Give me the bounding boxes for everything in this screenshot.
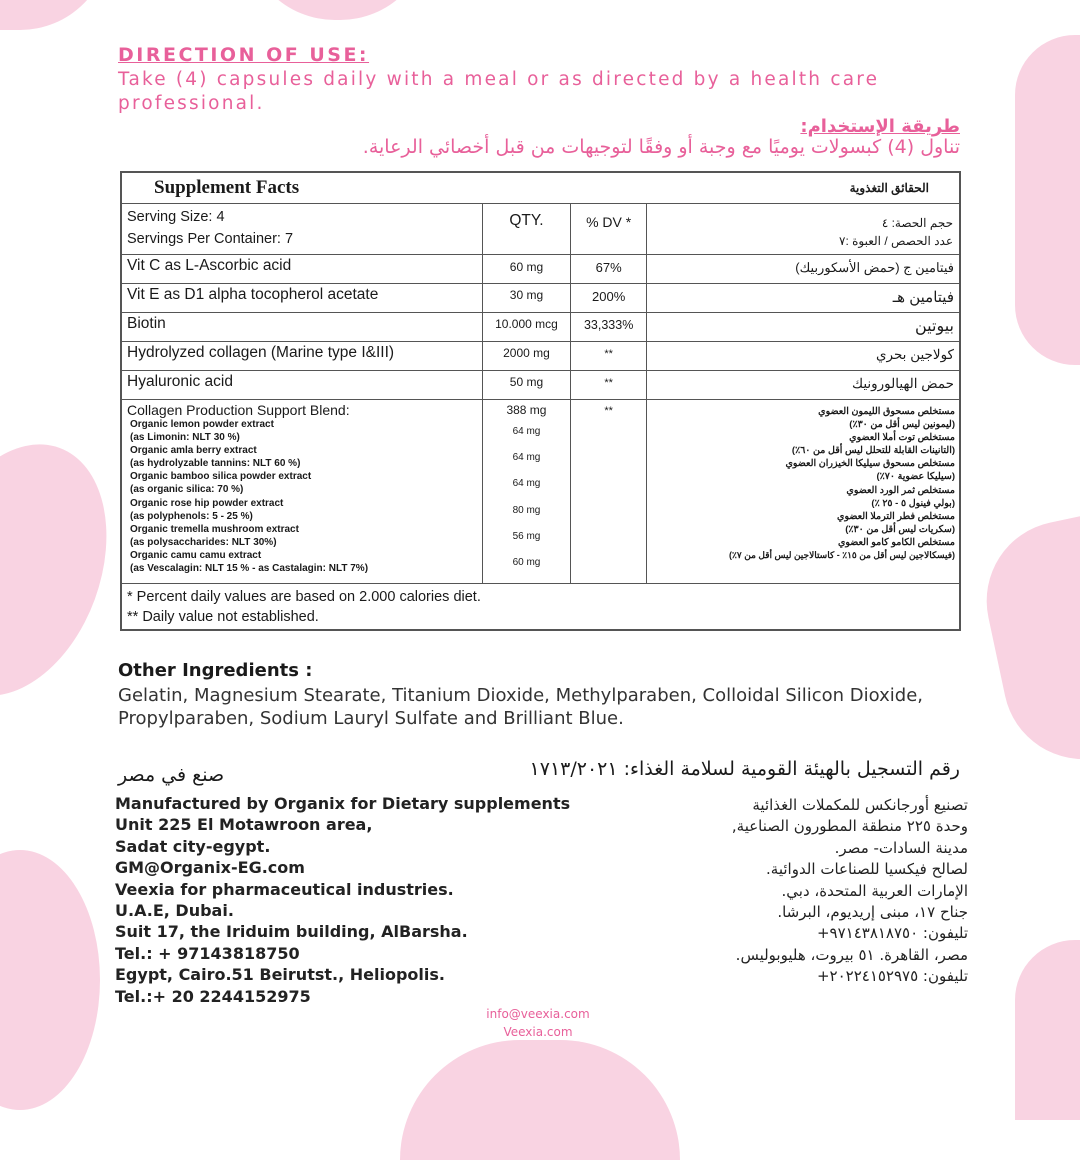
- manufacturer-line-arabic: لصالح فيكسيا للصناعات الدوائية.: [766, 860, 968, 879]
- footnote-percent-dv: * Percent daily values are based on 2.000 calories diet.: [127, 589, 481, 606]
- table-row-blend: [121, 400, 960, 584]
- nutrient-name: Vit E as D1 alpha tocopherol acetate: [127, 286, 379, 303]
- table-row-biotin: [121, 313, 960, 342]
- manufacturer-line-arabic: جناح ١٧، مبنى إريديوم، البرشا.: [777, 903, 968, 922]
- nutrient-qty: 30 mg: [509, 288, 544, 302]
- table-row-vit-c: [121, 255, 960, 284]
- manufacturer-line-arabic: مصر، القاهرة. ٥١ بيروت، هليوبوليس.: [735, 945, 968, 964]
- direction-heading-arabic: طريقة الإستخدام:: [800, 116, 960, 137]
- blend-ingredient-qty: 60 mg: [512, 556, 541, 568]
- serving-info-cell: [121, 204, 482, 255]
- blend-ingredient-qty: 64 mg: [512, 452, 541, 464]
- manufacturer-email: GM@Organix-EG.com: [115, 858, 305, 878]
- nutrient-dv: 67%: [595, 260, 622, 275]
- serving-info-ar-cell: [647, 204, 960, 255]
- nutrient-name-arabic: فيتامين ج (حمض الأسكوربيك): [795, 260, 954, 275]
- manufacturer-line-arabic: الإمارات العربية المتحدة، دبي.: [781, 881, 968, 900]
- manufacturer-line: Egypt, Cairo.51 Beirutst., Heliopolis.: [115, 965, 445, 985]
- qty-header: QTY.: [509, 212, 544, 229]
- blend-ingredient-detail: (as polyphenols: 5 - 25 %): [130, 510, 253, 522]
- manufacturer-phone: Tel.: + 97143818750: [115, 943, 300, 963]
- manufacturer-line-arabic: وحدة ٢٢٥ منطقة المطورون الصناعية,: [731, 817, 968, 836]
- nutrient-name: Biotin: [127, 315, 166, 332]
- nutrient-name-arabic: فيتامين هـ: [892, 289, 954, 306]
- blend-ingredient-detail: (as hydrolyzable tannins: NLT 60 %): [130, 458, 301, 470]
- servings-per-container-arabic: عدد الحصص / العبوة :٧: [839, 234, 953, 248]
- nutrient-name-arabic: حمض الهيالورونيك: [851, 376, 954, 391]
- nutrient-qty: 50 mg: [509, 375, 544, 389]
- blend-ingredient: Organic bamboo silica powder extract: [130, 471, 312, 483]
- manufacturer-line: Unit 225 El Motawroon area,: [115, 815, 373, 835]
- dv-header: % DV *: [586, 214, 632, 230]
- footnote-dv-not-established: ** Daily value not established.: [127, 609, 319, 626]
- registration-number-arabic: رقم التسجيل بالهيئة القومية لسلامة الغذاء: ١٧١٣/٢٠٢١: [529, 758, 960, 780]
- blend-ingredient: Organic rose hip powder extract: [130, 497, 284, 509]
- nutrient-dv: 200%: [592, 289, 626, 304]
- serving-size-arabic: حجم الحصة: ٤: [881, 216, 953, 230]
- direction-text-arabic: تناول (4) كبسولات يوميًا مع وجبة أو وفقًا لتوجيهات من قبل أخصائي الرعاية.: [362, 136, 960, 158]
- blend-ingredient-arabic: (ليمونين ليس أقل من ٣٠٪): [849, 419, 955, 431]
- nutrient-dv: **: [604, 377, 613, 389]
- nutrient-name: Vit C as L-Ascorbic acid: [127, 257, 292, 274]
- manufacturer-line: Manufactured by Organix for Dietary supplements: [115, 794, 571, 813]
- contact-email-link[interactable]: info@veexia.com: [486, 1007, 590, 1021]
- nutrient-qty: 60 mg: [509, 260, 544, 274]
- table-row-hyaluronic: [121, 371, 960, 400]
- blend-ingredient-arabic: (التانينات القابلة للتحلل ليس أقل من ٦٠٪): [791, 445, 955, 457]
- manufacturer-info-english: [115, 793, 570, 1007]
- manufacturer-line: U.A.E, Dubai.: [115, 901, 234, 921]
- other-ingredients-heading: Other Ingredients :: [118, 660, 313, 681]
- nutrient-name-arabic: بيوتين: [914, 318, 954, 335]
- table-row-collagen: [121, 342, 960, 371]
- blend-ingredient-detail: (as Vescalagin: NLT 15 % - as Castalagin: NLT 7%): [130, 563, 369, 575]
- direction-heading: DIRECTION OF USE:: [118, 44, 370, 66]
- blend-ingredient-arabic: مستخلص توت أملا العضوي: [849, 432, 955, 444]
- blend-ingredient-arabic: مستخلص ثمر الورد العضوي: [846, 484, 955, 496]
- manufacturer-line-arabic: مدينة السادات- مصر.: [834, 838, 968, 857]
- manufacturer-line: Suit 17, the Iriduim building, AlBarsha.: [115, 922, 468, 942]
- servings-per-container: Servings Per Container: 7: [127, 231, 294, 247]
- other-ingredients-text: Gelatin, Magnesium Stearate, Titanium Dioxide, Methylparaben, Colloidal Silicon Dioxide, Propylparaben, Sodium Lauryl Sulfate and Brilliant Blue.: [118, 685, 923, 729]
- manufacturer-line: Sadat city-egypt.: [115, 836, 271, 856]
- supplement-facts-title-ar-cell: [647, 172, 960, 204]
- serving-size: Serving Size: 4: [127, 209, 225, 225]
- nutrient-dv: 33,333%: [583, 318, 634, 332]
- nutrient-name-arabic: كولاجين بحري: [875, 347, 954, 362]
- nutrient-qty: 2000 mg: [503, 346, 550, 360]
- website-link[interactable]: Veexia.com: [503, 1025, 573, 1039]
- nutrient-name: Hydrolyzed collagen (Marine type I&III): [127, 344, 395, 361]
- made-in-egypt-arabic: صنع في مصر: [118, 764, 225, 786]
- blend-ingredient-arabic: مستخلص الكامو كامو العضوي: [837, 536, 955, 548]
- blend-ingredient-qty: 80 mg: [512, 504, 541, 516]
- contact-info: [440, 1005, 636, 1041]
- table-footnotes-row: [121, 584, 960, 631]
- blend-dv: **: [604, 405, 613, 417]
- supplement-facts-title: Supplement Facts: [154, 177, 300, 198]
- manufacturer-line: Veexia for pharmaceutical industries.: [115, 879, 454, 899]
- blend-ingredient-arabic: (سيليكا عضوية ٧٠٪): [876, 471, 955, 483]
- blend-ingredient-qty: 64 mg: [512, 478, 541, 490]
- blend-ingredient-arabic: مستخلص فطر الترملا العضوي: [837, 510, 955, 522]
- blend-name: Collagen Production Support Blend:: [127, 402, 350, 418]
- blend-ingredient-detail: (as organic silica: 70 %): [130, 484, 244, 496]
- manufacturer-info-arabic: [732, 795, 968, 988]
- supplement-facts-title-arabic: الحقائق التغذوية: [849, 181, 929, 195]
- manufacturer-phone-arabic: تليفون: ٩٧١٤٣٨١٨٧٥٠+: [816, 924, 968, 943]
- manufacturer-phone-arabic: تليفون: ٢٠٢٢٤١٥٢٩٧٥+: [816, 967, 968, 986]
- table-row-vit-e: [121, 284, 960, 313]
- nutrient-dv: **: [604, 348, 613, 360]
- nutrient-name: Hyaluronic acid: [127, 373, 233, 390]
- blend-ingredient-qty: 64 mg: [512, 426, 541, 437]
- blend-ingredient-arabic: (بولي فينول ٥ - ٢٥ ٪): [871, 497, 955, 509]
- dv-header-cell: [571, 204, 647, 255]
- blend-ingredient-arabic: مستخلص مسحوق سيليكا الخيزران العضوي: [785, 458, 955, 470]
- blend-ingredient-detail: (as polysaccharides: NLT 30%): [130, 536, 277, 548]
- nutrient-qty: 10.000 mcg: [495, 317, 558, 331]
- blend-ingredient: Organic camu camu extract: [130, 549, 262, 561]
- supplement-facts-table: [120, 171, 961, 631]
- blend-ingredient: Organic tremella mushroom extract: [130, 523, 299, 535]
- blend-ingredient-arabic: (فيسكالاجين ليس أقل من ١٥٪ - كاستالاجين ليس أقل من ٧٪): [729, 550, 955, 561]
- blend-qty: 388 mg: [506, 403, 547, 417]
- manufacturer-line-arabic: تصنيع أورجانكس للمكملات الغذائية: [752, 796, 968, 814]
- blend-ingredient-qty: 56 mg: [512, 530, 541, 542]
- blend-ingredient-arabic: (سكريات ليس أقل من ٣٠٪): [845, 523, 955, 535]
- qty-header-cell: [482, 204, 571, 255]
- manufacturer-phone: Tel.:+ 20 2244152975: [115, 986, 311, 1006]
- blend-ingredient-detail: (as Limonin: NLT 30 %): [130, 432, 240, 444]
- blend-ingredient: Organic amla berry extract: [130, 445, 257, 457]
- blend-ingredient-arabic: مستخلص مسحوق الليمون العضوي: [818, 406, 955, 417]
- blend-ingredient: Organic lemon powder extract: [130, 419, 274, 430]
- supplement-facts-title-cell: [121, 172, 647, 204]
- direction-text: Take (4) capsules daily with a meal or as directed by a health care professional.: [118, 69, 880, 114]
